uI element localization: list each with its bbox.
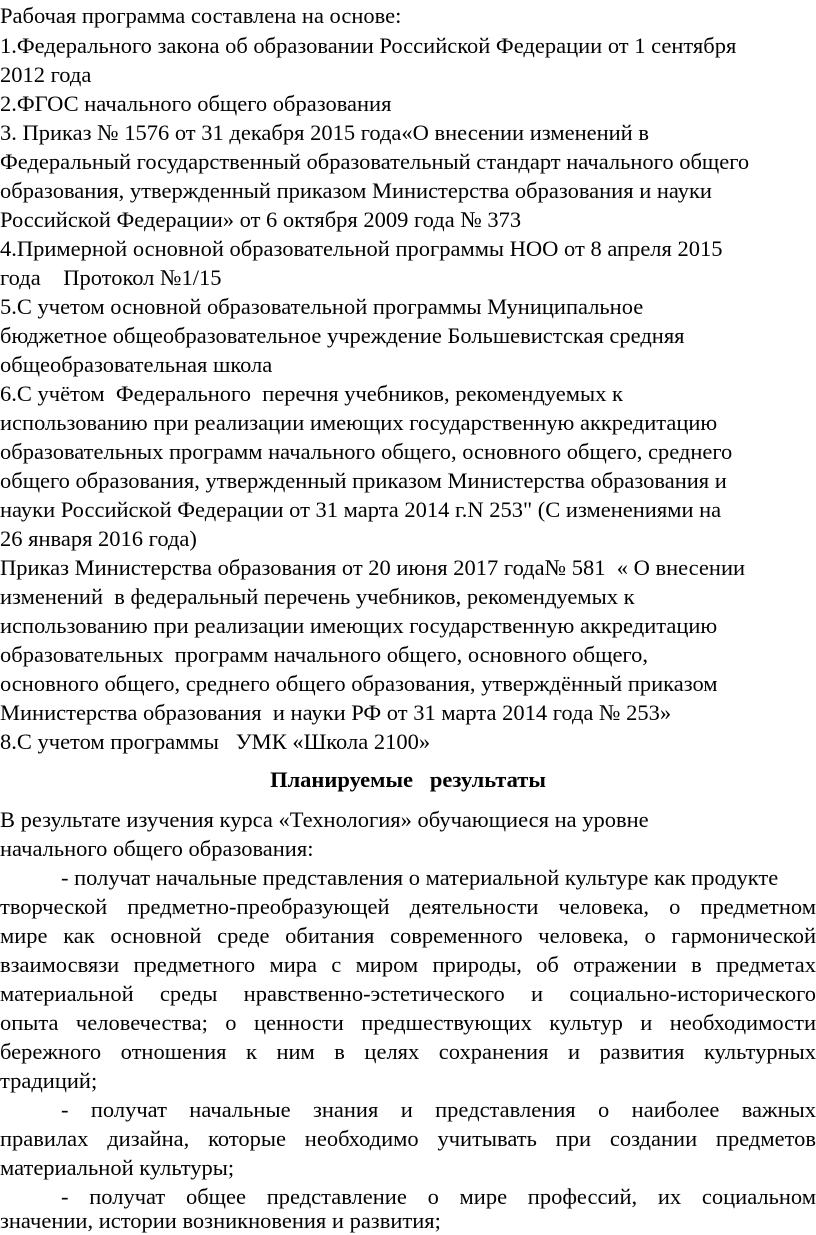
list-line: изменений в федеральный перечень учебников, рекомендуемых к [0,584,635,609]
bullet-line: мире как основной среде обитания современного человека, о гармонической [0,923,816,948]
results-intro-line: начального общего образования: [0,836,314,861]
list-line: науки Российской Федерации от 31 марта 2014 г.N 253" (С изменениями на [0,497,722,522]
list-line: основного общего, среднего общего образования, утверждённый приказом [0,671,718,696]
bullet-line: правилах дизайна, которые необходимо учитывать при создании предметов [0,1126,816,1151]
bullet-last-line: традиций; [0,1068,98,1093]
list-line: бюджетное общеобразовательное учреждение Большевистская средняя [0,323,685,348]
section-heading: Планируемые результаты [270,767,546,792]
list-line: 5.С учетом основной образовательной программы Муниципальное [0,294,644,319]
list-line: 6.С учётом Федерального перечня учебников, рекомендуемых к [0,381,623,406]
bullet-line: взаимосвязи предметного мира с миром природы, об отражении в предметах [0,952,816,977]
bullet-last-line: материальной культуры; [0,1155,235,1180]
list-line: использованию при реализации имеющих государственную аккредитацию [0,613,718,638]
list-line: 3. Приказ № 1576 от 31 декабря 2015 года«О внесении изменений в [0,120,649,145]
list-line: 1.Федерального закона об образовании Российской Федерации от 1 сентября [0,33,737,58]
list-line: 26 января 2016 года) [0,526,197,551]
bullet-line: материальной среды нравственно-эстетического и социально-исторического [0,981,816,1006]
list-line: Министерства образования и науки РФ от 31 марта 2014 года № 253» [0,700,672,725]
bullet-first-line: - получат начальные представления о материальной культуре как продукте [61,865,779,890]
list-line: общего образования, утвержденный приказом Министерства образования и [0,468,727,493]
list-line: года Протокол №1/15 [0,265,222,290]
results-intro-line: В результате изучения курса «Технология» обучающиеся на уровне [0,807,649,832]
bullet-line: бережного отношения к ним в целях сохранения и развития культурных [0,1039,816,1064]
list-line: 4.Примерной основной образовательной программы НОО от 8 апреля 2015 [0,236,723,261]
list-line: образовательных программ начального общего, основного общего, [0,642,648,667]
bullet-first-line: - получат начальные знания и представления о наиболее важных [61,1097,816,1122]
list-line: общеобразовательная школа [0,352,273,377]
intro-line: Рабочая программа составлена на основе: [0,3,402,28]
bullet-last-line: значении, истории возникновения и развития; [0,1208,441,1233]
list-line: Российской Федерации» от 6 октября 2009 года № 373 [0,207,522,232]
list-line: образовательных программ начального общего, основного общего, среднего [0,439,733,464]
list-line: Федеральный государственный образовательный стандарт начального общего [0,149,750,174]
list-line: 2.ФГОС начального общего образования [0,91,392,116]
bullet-line: творческой предметно-преобразующей деятельности человека, о предметном [0,894,816,919]
bullet-first-line: - получат общее представление о мире профессий, их социальном [61,1184,816,1209]
list-line: Приказ Министерства образования от 20 июня 2017 года№ 581 « О внесении [0,555,746,580]
list-line: 8.С учетом программы УМК «Школа 2100» [0,729,431,754]
list-line: использованию при реализации имеющих государственную аккредитацию [0,410,718,435]
list-line: образования, утвержденный приказом Министерства образования и науки [0,178,712,203]
list-line: 2012 года [0,62,92,87]
bullet-line: опыта человечества; о ценности предшествующих культур и необходимости [0,1010,816,1035]
